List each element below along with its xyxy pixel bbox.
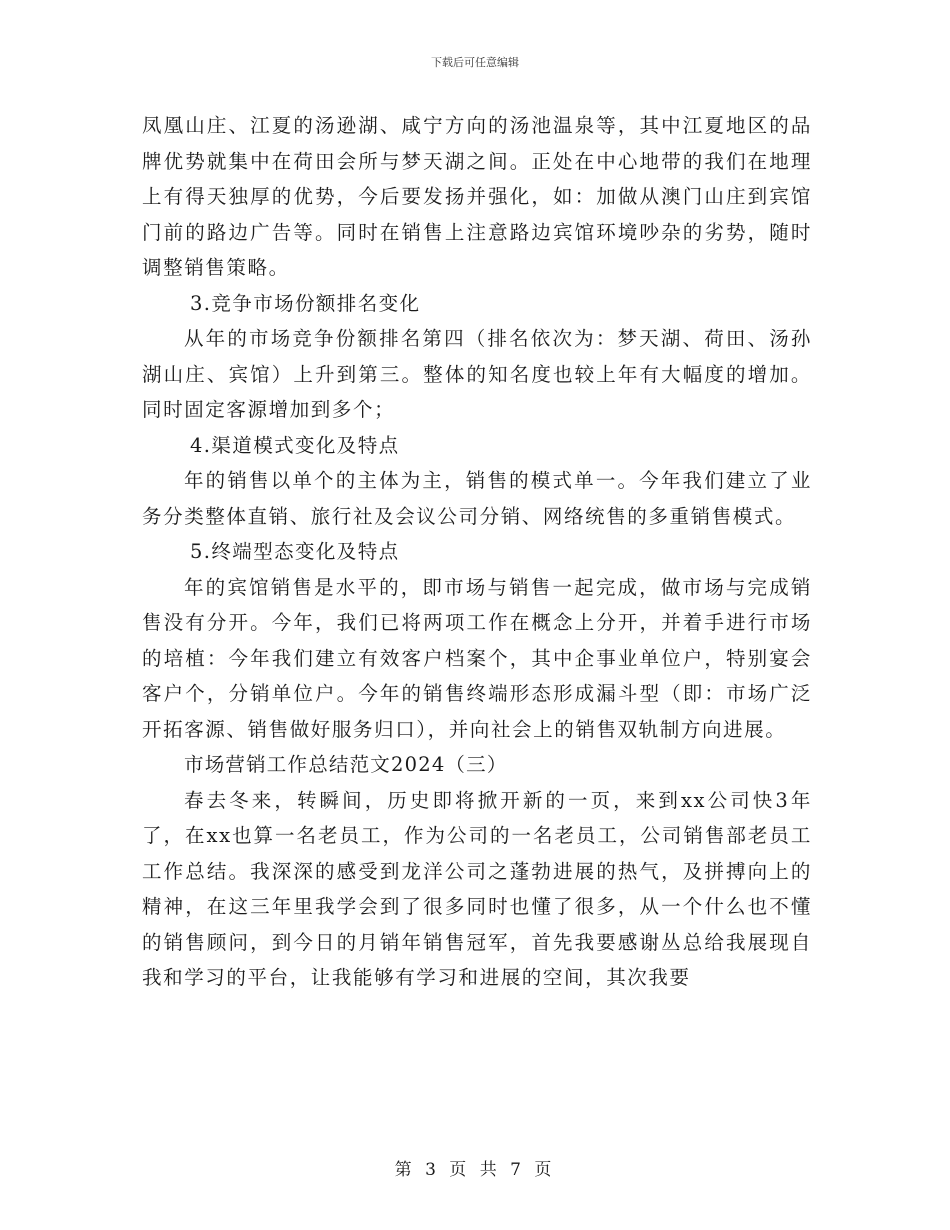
subheading-5: 5.终端型态变化及特点 [190, 540, 400, 563]
page-number: 第 3 页 共 7 页 [394, 1160, 556, 1180]
document-body [142, 108, 812, 996]
page-header: 下载后可任意编辑 [431, 56, 519, 69]
paragraph-4: 年的宾馆销售是水平的，即市场与销售一起完成，做市场与完成销售没有分开。今年，我们已将两项工作在概念上分开，并着手进行市场的培植：今年我们建立有效客户档案个，其中企事业单位户，特别宴会客户个，分销单位户。今年的销售终端形态形成漏斗型（即：市场广泛开拓客源、销售做好服务归口），并向社会上的销售双轨制方向进展。 [142, 575, 812, 741]
paragraph-5: 春去冬来，转瞬间，历史即将掀开新的一页，来到xx公司快3年了，在xx也算一名老员工，作为公司的一名老员工，公司销售部老员工工作总结。我深深的感受到龙洋公司之蓬勃进展的热气，及拼搏向上的精神，在这三年里我学会到了很多同时也懂了很多，从一个什么也不懂的销售顾问，到今日的月销年销售冠军，首先我要感谢丛总给我展现自我和学习的平台，让我能够有学习和进展的空间，其次我要 [142, 788, 812, 989]
subheading-4: 4.渠道模式变化及特点 [190, 433, 400, 457]
section-title: 市场营销工作总结范文2024（三） [184, 753, 508, 776]
paragraph-3: 年的销售以单个的主体为主，销售的模式单一。今年我们建立了业务分类整体直销、旅行社及会议公司分销、网络统售的多重销售模式。 [142, 469, 812, 528]
paragraph-2: 从年的市场竞争份额排名第四（排名依次为：梦天湖、荷田、汤孙湖山庄、宾馆）上升到第三。整体的知名度也较上年有大幅度的增加。同时固定客源增加到多个； [142, 327, 812, 421]
subheading-3: 3.竞争市场份额排名变化 [190, 291, 421, 315]
paragraph-1: 凤凰山庄、江夏的汤逊湖、咸宁方向的汤池温泉等，其中江夏地区的品牌优势就集中在荷田会所与梦天湖之间。正处在中心地带的我们在地理上有得天独厚的优势，今后要发扬并强化，如：加做从澳门山庄到宾馆门前的路边广告等。同时在销售上注意路边宾馆环境吵杂的劣势，随时调整销售策略。 [142, 114, 812, 279]
